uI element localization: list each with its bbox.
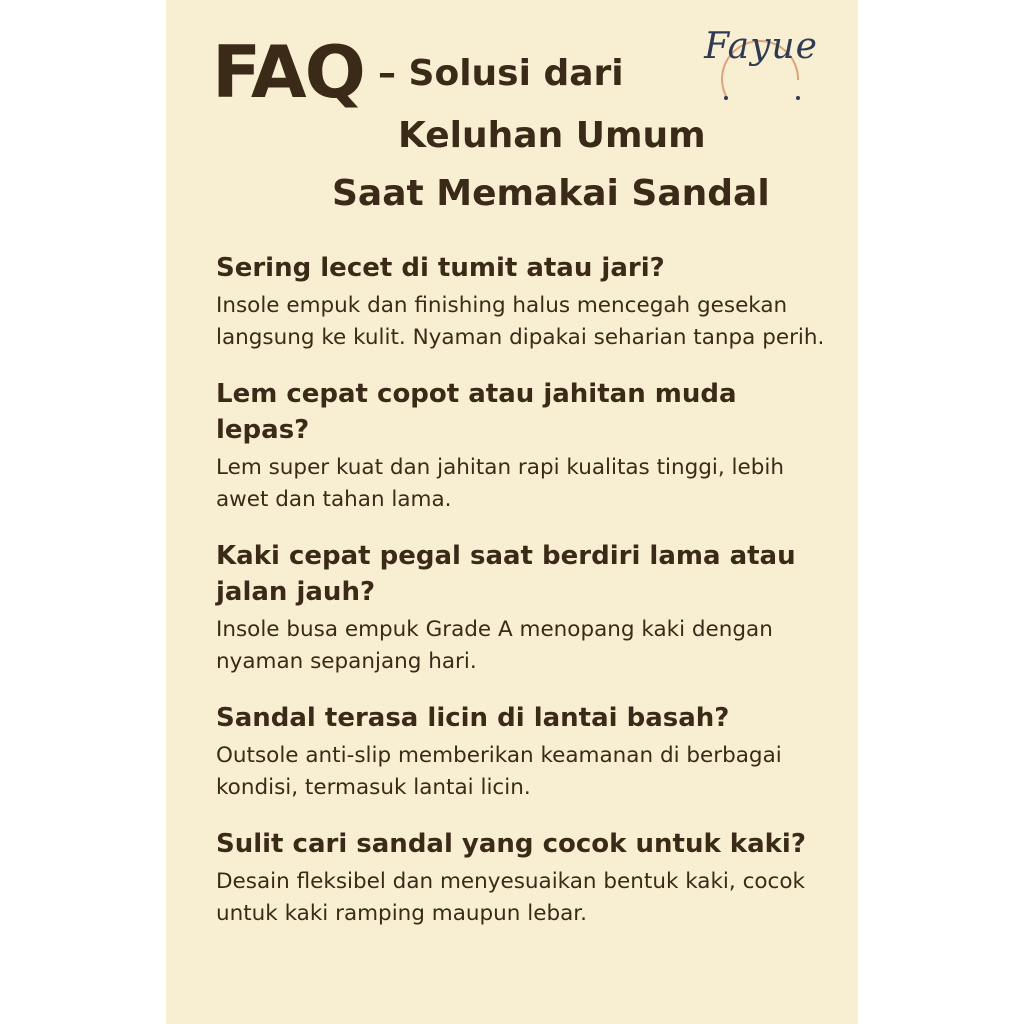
faq-question: Sering lecet di tumit atau jari? — [216, 253, 665, 283]
title-line-3: Saat Memakai Sandal — [332, 173, 770, 214]
faq-poster — [166, 0, 858, 1024]
faq-answer: Insole empuk dan finishing halus mencegah gesekan langsung ke kulit. Nyaman dipakai seharian tanpa perih. — [216, 293, 825, 350]
faq-question: Sulit cari sandal yang cocok untuk kaki? — [216, 829, 806, 859]
faq-answer: Desain fleksibel dan menyesuaikan bentuk kaki, cocok untuk kaki ramping maupun lebar. — [216, 869, 805, 926]
faq-item — [216, 538, 836, 678]
faq-question: Lem cepat copot atau jahitan muda lepas? — [216, 379, 737, 445]
logo-text: Fayue — [704, 26, 818, 67]
title-line-1: – Solusi dari — [378, 53, 624, 94]
brand-logo — [686, 10, 836, 110]
faq-answer: Insole busa empuk Grade A menopang kaki dengan nyaman sepanjang hari. — [216, 617, 773, 674]
faq-question: Sandal terasa licin di lantai basah? — [216, 703, 730, 733]
title-line-2: Keluhan Umum — [398, 115, 706, 156]
faq-item — [216, 376, 836, 516]
faq-heading: FAQ — [212, 30, 364, 114]
faq-item — [216, 826, 836, 930]
faq-item — [216, 250, 836, 354]
faq-item — [216, 700, 836, 804]
faq-list — [216, 250, 836, 952]
faq-answer: Lem super kuat dan jahitan rapi kualitas tinggi, lebih awet dan tahan lama. — [216, 455, 784, 512]
faq-answer: Outsole anti-slip memberikan keamanan di berbagai kondisi, termasuk lantai licin. — [216, 743, 782, 800]
faq-question: Kaki cepat pegal saat berdiri lama atau jalan jauh? — [216, 541, 796, 607]
